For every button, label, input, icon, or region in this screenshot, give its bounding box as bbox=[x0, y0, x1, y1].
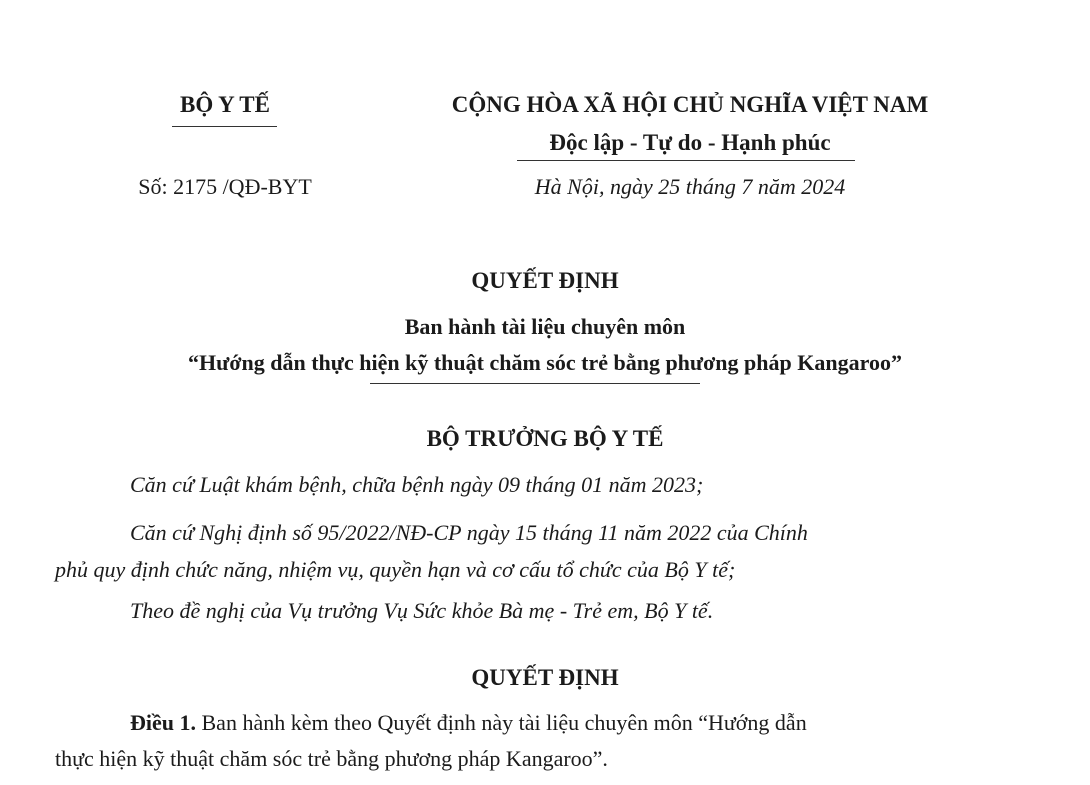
article-1-line2: thực hiện kỹ thuật chăm sóc trẻ bằng phương pháp Kangaroo”. bbox=[55, 746, 608, 771]
motto-underline bbox=[517, 160, 855, 161]
subtitle-underline bbox=[370, 383, 700, 384]
article-1-label: Điều 1. bbox=[130, 710, 196, 735]
legal-basis-1: Căn cứ Luật khám bệnh, chữa bệnh ngày 09 tháng 01 năm 2023; bbox=[130, 472, 704, 497]
legal-basis-2-line1: Căn cứ Nghị định số 95/2022/NĐ-CP ngày 15 tháng 11 năm 2022 của Chính bbox=[130, 520, 808, 545]
document-number: Số: 2175 /QĐ-BYT bbox=[138, 174, 312, 199]
national-motto: Độc lập - Tự do - Hạnh phúc bbox=[549, 130, 831, 155]
legal-basis-3: Theo đề nghị của Vụ trưởng Vụ Sức khỏe Bà mẹ - Trẻ em, Bộ Y tế. bbox=[130, 598, 714, 623]
decision-subtitle-line2: “Hướng dẫn thực hiện kỹ thuật chăm sóc trẻ bằng phương pháp Kangaroo” bbox=[188, 350, 902, 375]
ministry-underline bbox=[172, 126, 277, 127]
country-name: CỘNG HÒA XÃ HỘI CHỦ NGHĨA VIỆT NAM bbox=[451, 92, 929, 117]
issuing-authority: BỘ TRƯỞNG BỘ Y TẾ bbox=[426, 426, 664, 451]
article-1-line1 bbox=[130, 710, 1040, 736]
place-and-date: Hà Nội, ngày 25 tháng 7 năm 2024 bbox=[534, 174, 846, 199]
decision-subtitle-line1: Ban hành tài liệu chuyên môn bbox=[404, 314, 686, 339]
decision-title: QUYẾT ĐỊNH bbox=[471, 268, 619, 293]
decision-heading: QUYẾT ĐỊNH bbox=[471, 665, 619, 690]
ministry-name: BỘ Y TẾ bbox=[180, 92, 270, 117]
article-1-text: Ban hành kèm theo Quyết định này tài liệu chuyên môn “Hướng dẫn bbox=[196, 710, 807, 735]
legal-basis-2-line2: phủ quy định chức năng, nhiệm vụ, quyền hạn và cơ cấu tổ chức của Bộ Y tế; bbox=[55, 557, 736, 582]
